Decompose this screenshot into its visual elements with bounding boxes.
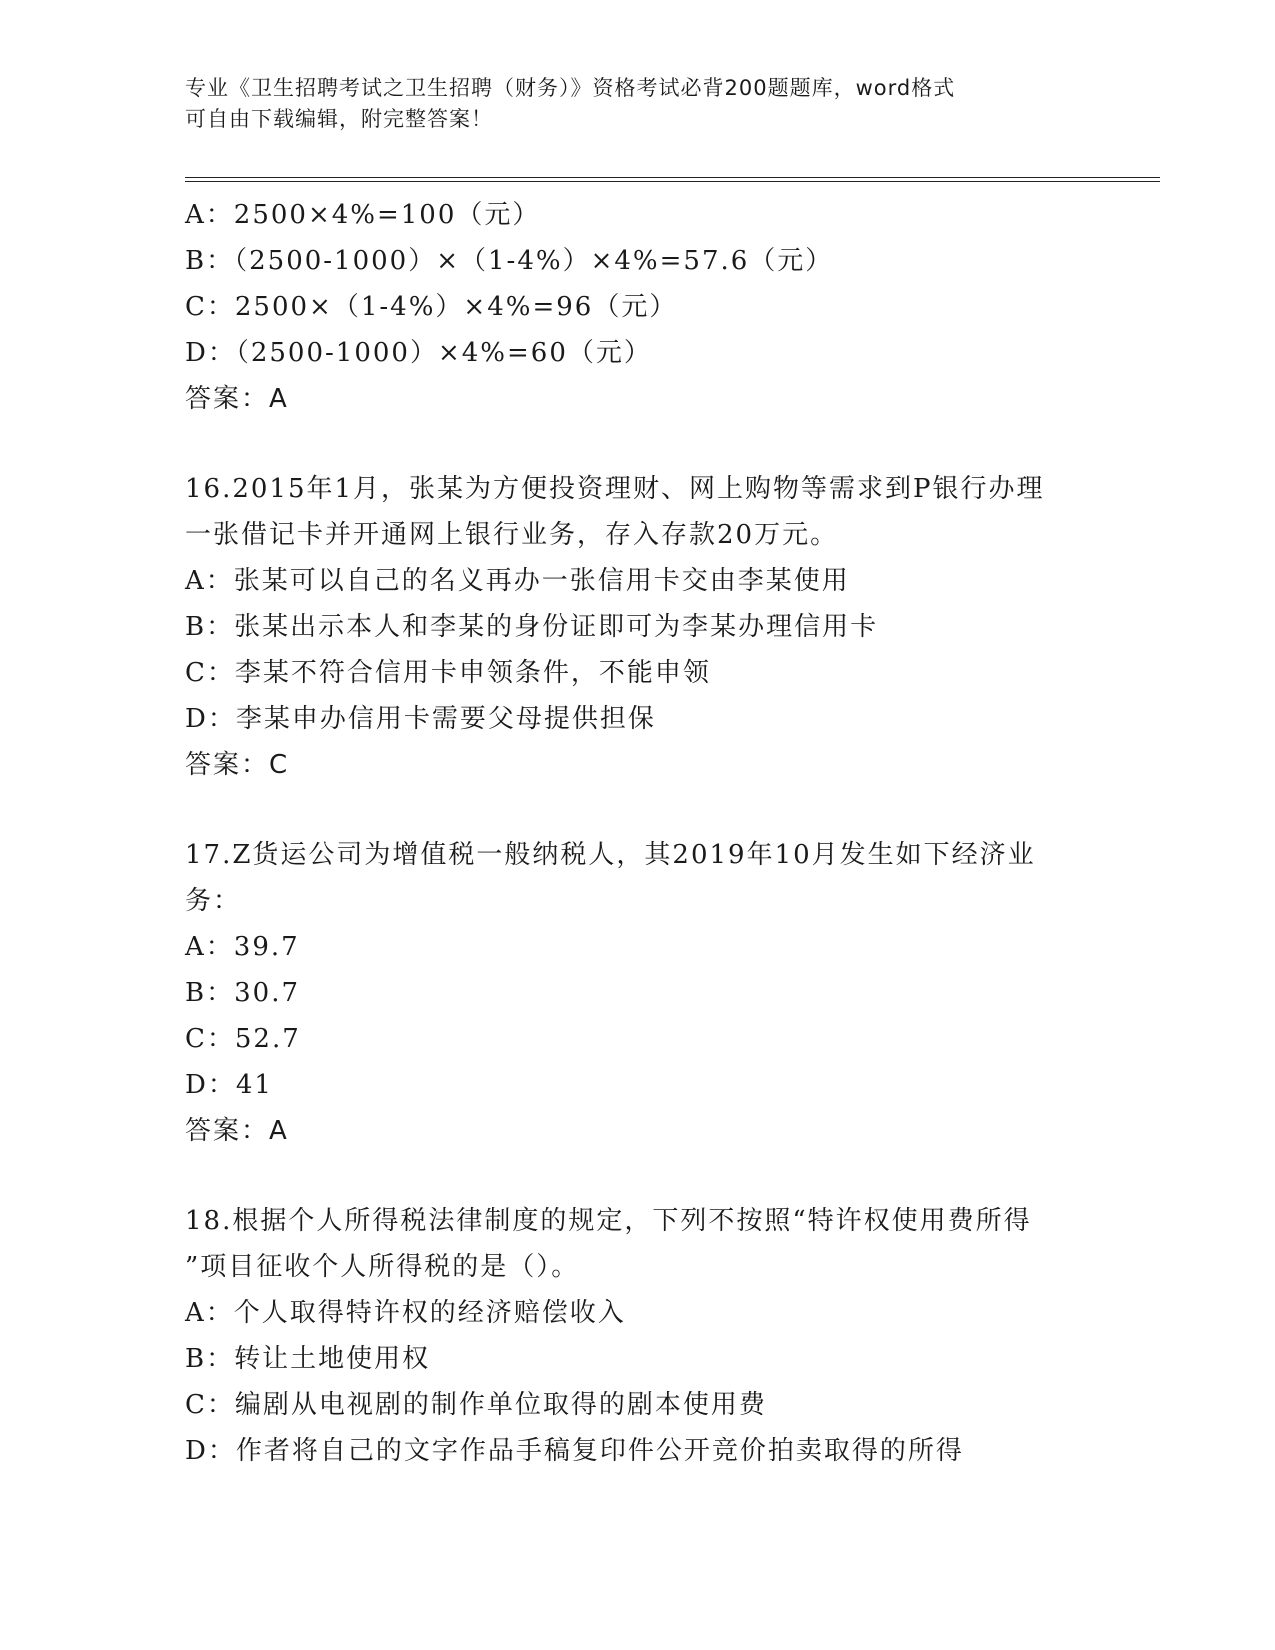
option-d: D：（2500-1000）×4%=60（元）	[185, 338, 652, 368]
question-stem: 16.2015年1月，张某为方便投资理财、网上购物等需求到P银行办理	[185, 474, 1045, 504]
header-divider-bottom	[185, 181, 1160, 182]
option-d: D：41	[185, 1070, 273, 1100]
question-stem-cont: ”项目征收个人所得税的是（）。	[185, 1252, 580, 1282]
header-line-1: 专业《卫生招聘考试之卫生招聘（财务）》资格考试必背200题题库，word格式	[185, 76, 956, 100]
question-16	[185, 466, 1085, 788]
answer-label: 答案：A	[185, 1116, 289, 1146]
option-d: D：李某申办信用卡需要父母提供担保	[185, 704, 656, 734]
header-divider-top	[185, 177, 1160, 178]
option-b: B：转让土地使用权	[185, 1344, 431, 1374]
question-list	[185, 192, 1085, 1474]
question-stem: 18.根据个人所得税法律制度的规定，下列不按照“特许权使用费所得	[185, 1206, 1032, 1236]
option-c: C：52.7	[185, 1024, 301, 1054]
option-c: C：李某不符合信用卡申领条件，不能申领	[185, 658, 711, 688]
option-b: B：（2500-1000）×（1-4%）×4%=57.6（元）	[185, 246, 834, 276]
option-c: C：2500×（1-4%）×4%=96（元）	[185, 292, 678, 322]
document-header	[185, 73, 1085, 135]
question-stem-cont: 务：	[185, 886, 242, 916]
option-a: A：个人取得特许权的经济赔偿收入	[185, 1298, 626, 1328]
option-b: B：30.7	[185, 978, 300, 1008]
question-stem: 17.Z货运公司为增值税一般纳税人，其2019年10月发生如下经济业	[185, 840, 1036, 870]
question-17	[185, 832, 1085, 1154]
header-line-2: 可自由下载编辑，附完整答案！	[185, 107, 493, 131]
question-stem-cont: 一张借记卡并开通网上银行业务，存入存款20万元。	[185, 520, 839, 550]
answer-label: 答案：C	[185, 750, 290, 780]
question-18	[185, 1198, 1085, 1474]
option-b: B：张某出示本人和李某的身份证即可为李某办理信用卡	[185, 612, 879, 642]
option-a: A：39.7	[185, 932, 300, 962]
option-d: D：作者将自己的文字作品手稿复印件公开竞价拍卖取得的所得	[185, 1436, 964, 1466]
option-c: C：编剧从电视剧的制作单位取得的剧本使用费	[185, 1390, 767, 1420]
question-15-continued	[185, 192, 1085, 422]
option-a: A：2500×4%=100（元）	[185, 200, 541, 230]
option-a: A：张某可以自己的名义再办一张信用卡交由李某使用	[185, 566, 850, 596]
answer-label: 答案：A	[185, 384, 289, 414]
